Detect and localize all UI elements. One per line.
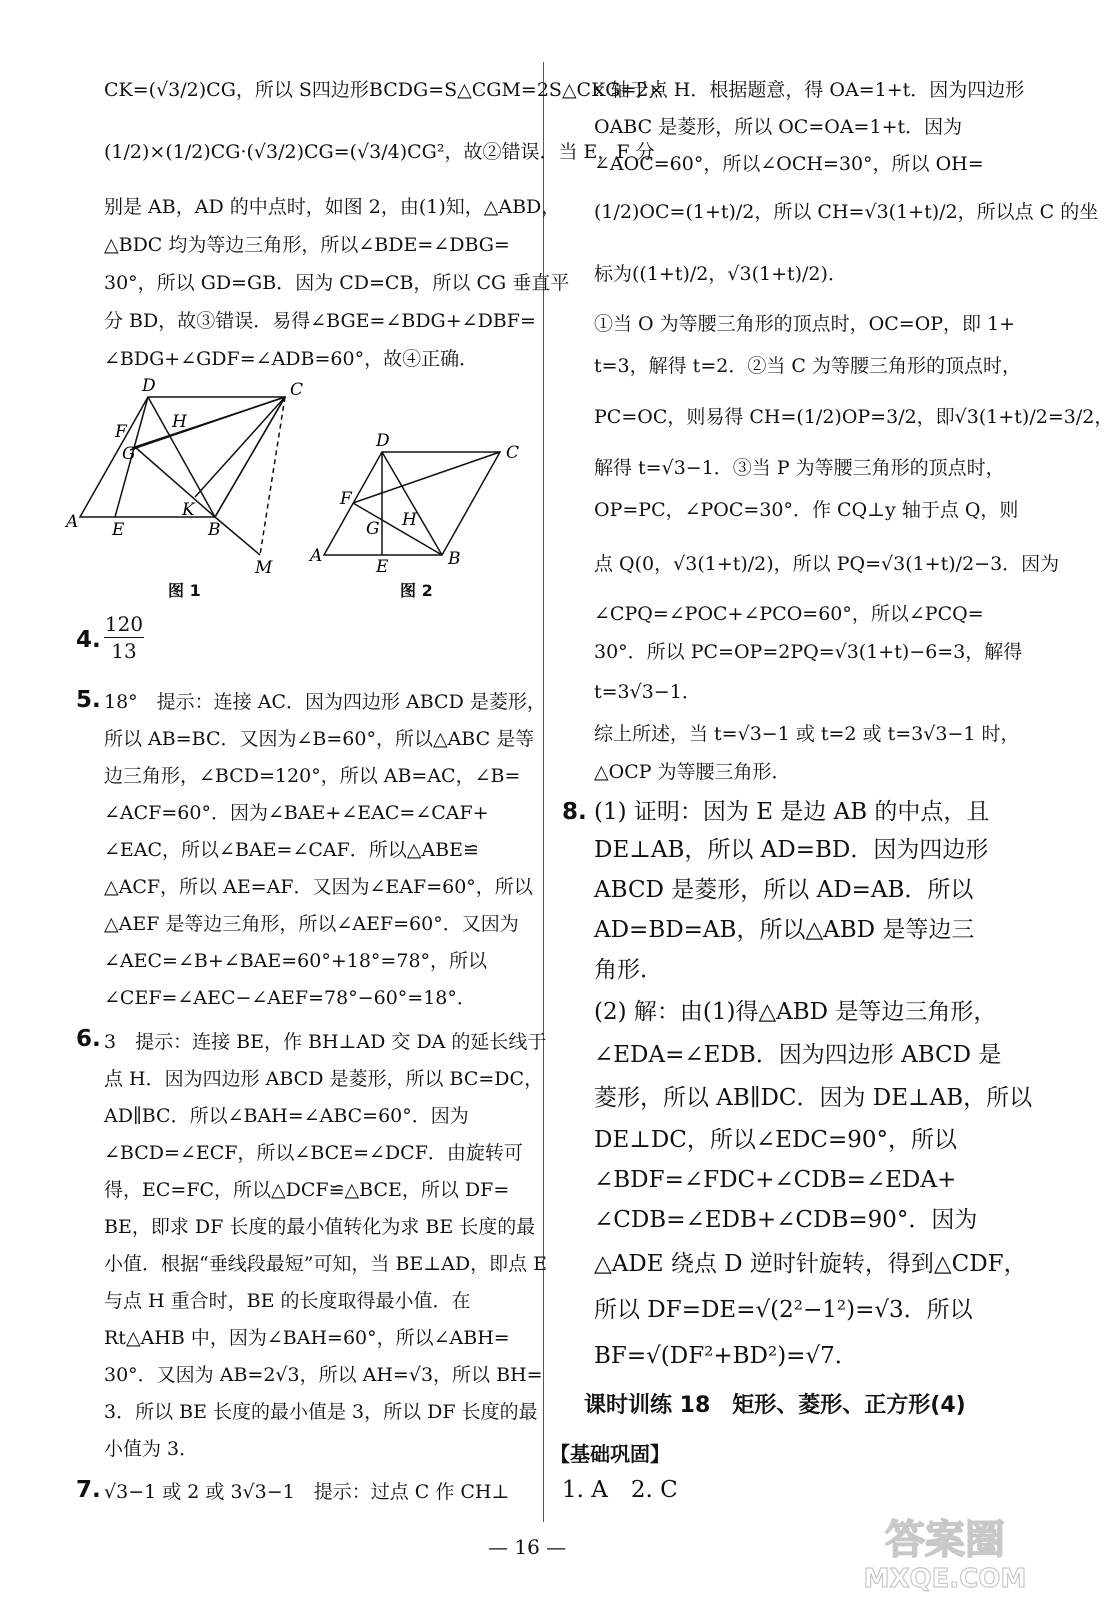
- text-line: 边三角形，∠BCD=120°，所以 AB=AC，∠B=: [104, 765, 521, 787]
- fig1-label: C: [290, 380, 304, 400]
- figure-2-caption: 图 2: [400, 581, 433, 600]
- fig1-label: K: [182, 500, 195, 520]
- text-line: 30°，所以 GD=GB．因为 CD=CB，所以 CG 垂直平: [104, 272, 570, 294]
- text-line: t=3√3−1．: [594, 681, 701, 703]
- numerator: 120: [104, 612, 144, 636]
- text-line: OP=PC，∠POC=30°．作 CQ⊥y 轴于点 Q，则: [594, 499, 1019, 521]
- text-line: 30°．所以 PC=OP=2PQ=√3(1+t)−6=3，解得: [594, 641, 1023, 663]
- geometry-figure-2: [310, 430, 530, 580]
- text-line: (1/2)OC=(1+t)/2，所以 CH=√3(1+t)/2，所以点 C 的坐: [594, 201, 1099, 223]
- text-line: 点 Q(0，√3(1+t)/2)，所以 PQ=√3(1+t)/2−3．因为: [594, 553, 1060, 575]
- svg-text:MXQE.COM: MXQE.COM: [863, 1564, 1027, 1594]
- svg-text:答案圈: 答案圈: [885, 1517, 1005, 1563]
- section-title: 课时训练 18 矩形、菱形、正方形(4): [584, 1393, 966, 1418]
- text-line: CK=(√3/2)CG，所以 S四边形BCDG=S△CGM=2S△CKG=2×: [104, 79, 665, 101]
- text-line: ∠CPQ=∠POC+∠PCO=60°，所以∠PCQ=: [594, 603, 984, 625]
- text-line: 角形．: [594, 957, 663, 983]
- text-line: t=3，解得 t=2．②当 C 为等腰三角形的顶点时，: [594, 355, 1021, 377]
- fig2-label: D: [376, 431, 390, 451]
- text-line: 30°．又因为 AB=2√3，所以 AH=√3，所以 BH=: [104, 1364, 543, 1386]
- text-line: ∠BCD=∠ECF，所以∠BCE=∠DCF．由旋转可: [104, 1142, 523, 1164]
- text-line: √3−1 或 2 或 3√3−1 提示：过点 C 作 CH⊥: [104, 1481, 510, 1503]
- fig1-label: G: [122, 444, 136, 464]
- text-line: △AEF 是等边三角形，所以∠AEF=60°．又因为: [104, 913, 519, 935]
- subsection-title: 【基础巩固】: [550, 1442, 670, 1466]
- text-line: 3．所以 BE 长度的最小值是 3，所以 DF 长度的最: [104, 1401, 538, 1423]
- text-line: 分 BD，故③错误．易得∠BGE=∠BDG+∠DBF=: [104, 310, 536, 332]
- text-line: ∠BDG+∠GDF=∠ADB=60°，故④正确．: [104, 348, 479, 370]
- text-line: (2) 解：由(1)得△ABD 是等边三角形，: [594, 999, 997, 1025]
- text-line: 所以 AB=BC．又因为∠B=60°，所以△ABC 是等: [104, 728, 535, 750]
- text-line: 综上所述，当 t=√3−1 或 t=2 或 t=3√3−1 时，: [594, 723, 1020, 745]
- text-line: 点 H．因为四边形 ABCD 是菱形，所以 BC=DC，: [104, 1068, 544, 1090]
- text-line: AD∥BC．所以∠BAH=∠ABC=60°．因为: [104, 1105, 469, 1127]
- question-number: 8.: [562, 799, 587, 825]
- fig2-label: G: [366, 519, 380, 539]
- q4-fraction: [104, 612, 144, 663]
- denominator: 13: [111, 639, 137, 663]
- text-line: BF=√(DF²+BD²)=√7．: [594, 1343, 858, 1369]
- text-line: ∠BDF=∠FDC+∠CDB=∠EDA+: [594, 1167, 957, 1193]
- text-line: 解得 t=√3−1．③当 P 为等腰三角形的顶点时，: [594, 457, 1005, 479]
- fig2-label: F: [340, 489, 352, 509]
- text-line: OABC 是菱形，所以 OC=OA=1+t．因为: [594, 116, 963, 138]
- text-line: ∠EDA=∠EDB．因为四边形 ABCD 是: [594, 1042, 1002, 1068]
- fig1-label: A: [66, 512, 79, 532]
- text-line: AD=BD=AB，所以△ABD 是等边三: [594, 917, 975, 943]
- text-line: Rt△AHB 中，因为∠BAH=60°，所以∠ABH=: [104, 1327, 510, 1349]
- text-line: △ADE 绕点 D 逆时针旋转，得到△CDF，: [594, 1251, 1027, 1277]
- text-line: (1) 证明：因为 E 是边 AB 的中点，且: [594, 799, 990, 825]
- text-line: 18° 提示：连接 AC．因为四边形 ABCD 是菱形，: [104, 691, 546, 713]
- watermark-logo: [845, 1505, 1045, 1595]
- text-line: ∠ACF=60°．因为∠BAE+∠EAC=∠CAF+: [104, 802, 489, 824]
- geometry-figure-1: [60, 375, 330, 585]
- text-line: △ACF，所以 AE=AF．又因为∠EAF=60°，所以: [104, 876, 533, 898]
- fig1-label: M: [255, 558, 273, 578]
- figure-1-caption: 图 1: [168, 581, 201, 600]
- text-line: (1/2)×(1/2)CG·(√3/2)CG=(√3/4)CG²，故②错误．当 E，F 分: [104, 141, 655, 163]
- fig1-label: F: [115, 422, 127, 442]
- question-number: 4.: [76, 627, 101, 653]
- fig1-label: B: [208, 520, 221, 540]
- fig2-label: H: [402, 510, 417, 530]
- text-line: DE⊥AB，所以 AD=BD．因为四边形: [594, 837, 989, 863]
- text-line: 得，EC=FC，所以△DCF≌△BCE，所以 DF=: [104, 1179, 510, 1201]
- text-line: ∠CDB=∠EDB+∠CDB=90°．因为: [594, 1207, 978, 1233]
- text-line: ∠EAC，所以∠BAE=∠CAF．所以△ABE≌: [104, 839, 479, 861]
- question-number: 7.: [76, 1477, 101, 1503]
- text-line: ∠CEF=∠AEC−∠AEF=78°−60°=18°．: [104, 987, 476, 1009]
- text-line: ∠AEC=∠B+∠BAE=60°+18°=78°，所以: [104, 950, 488, 972]
- text-line: PC=OC，则易得 CH=(1/2)OP=3/2，即√3(1+t)/2=3/2，: [594, 406, 1113, 428]
- text-line: 与点 H 重合时，BE 的长度取得最小值．在: [104, 1290, 471, 1312]
- fig2-label: A: [310, 546, 323, 566]
- text-line: ∠AOC=60°，所以∠OCH=30°，所以 OH=: [594, 153, 984, 175]
- text-line: DE⊥DC，所以∠EDC=90°，所以: [594, 1127, 958, 1153]
- text-line: 3 提示：连接 BE，作 BH⊥AD 交 DA 的延长线于: [104, 1031, 547, 1053]
- question-number: 5.: [76, 687, 101, 713]
- text-line: x 轴于点 H．根据题意，得 OA=1+t．因为四边形: [594, 79, 1025, 101]
- question-number: 6.: [76, 1026, 101, 1052]
- text-line: 别是 AB，AD 的中点时，如图 2，由(1)知，△ABD，: [104, 196, 561, 218]
- text-line: 小值为 3．: [104, 1438, 199, 1460]
- text-line: △BDC 均为等边三角形，所以∠BDE=∠DBG=: [104, 234, 510, 256]
- text-line: 所以 DF=DE=√(2²−1²)=√3．所以: [594, 1297, 973, 1323]
- text-line: 小值．根据“垂线段最短”可知，当 BE⊥AD，即点 E: [104, 1253, 548, 1275]
- text-line: BE，即求 DF 长度的最小值转化为求 BE 长度的最: [104, 1216, 536, 1238]
- text-line: △OCP 为等腰三角形．: [594, 761, 791, 783]
- fig1-label: D: [142, 376, 156, 396]
- fig2-label: B: [448, 549, 461, 569]
- text-line: 菱形，所以 AB∥DC．因为 DE⊥AB，所以: [594, 1085, 1033, 1111]
- fig1-label: H: [172, 412, 187, 432]
- fig2-label: C: [506, 443, 520, 463]
- answers-line: 1. A 2. C: [562, 1477, 678, 1503]
- text-line: ABCD 是菱形，所以 AD=AB．所以: [594, 877, 974, 903]
- fig1-label: E: [112, 520, 125, 540]
- text-line: 标为((1+t)/2，√3(1+t)/2)．: [594, 263, 847, 285]
- page-number: — 16 —: [488, 1535, 567, 1559]
- text-line: ①当 O 为等腰三角形的顶点时，OC=OP，即 1+: [594, 313, 1016, 335]
- fig2-label: E: [376, 557, 389, 577]
